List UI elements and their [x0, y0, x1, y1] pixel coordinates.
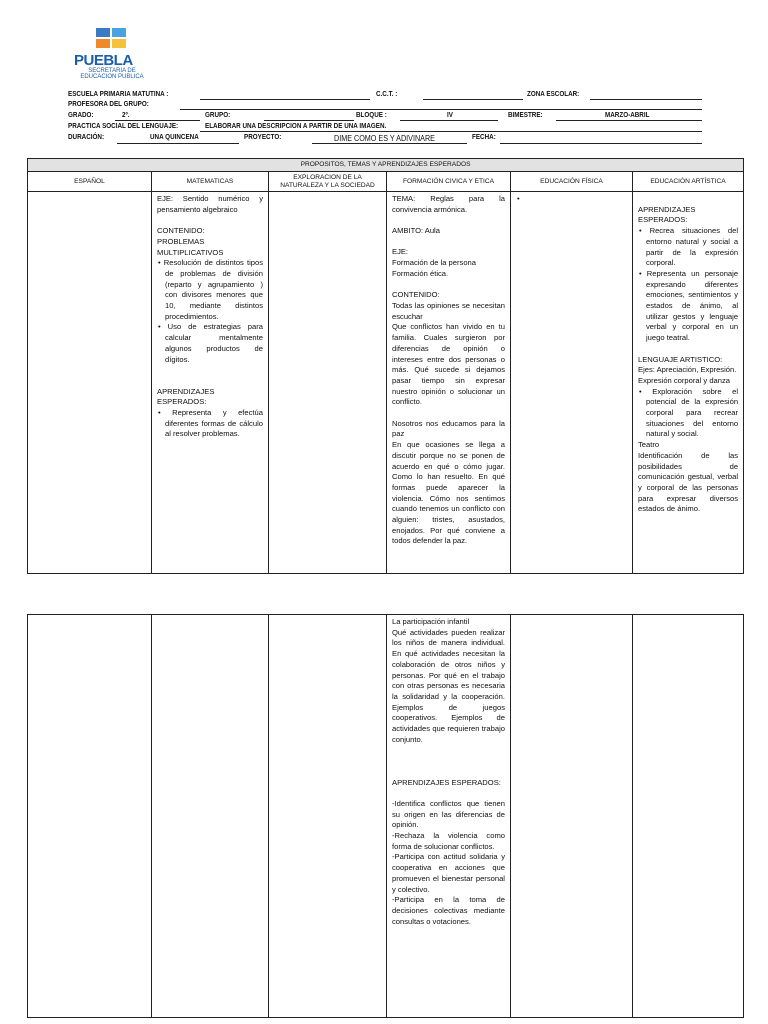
cell-text: -Participa en la toma de decisiones colectivas mediante consultas o votaciones. — [392, 895, 505, 926]
bimestre-value: MARZO-ABRIL — [605, 112, 650, 119]
bloque-label: BLOQUE : — [356, 112, 387, 119]
spacer — [392, 756, 505, 767]
cell-text: -Participa con actitud solidaria y cooperativa en acciones que promueven el bienestar personal y colectivo. — [392, 852, 505, 894]
cell-text: PROBLEMAS MULTIPLICATIVOS — [157, 236, 224, 257]
cell-text: Formación ética. — [392, 268, 449, 278]
practica-value: ELABORAR UNA DESCRIPCION A PARTIR DE UNA IMAGEN. — [205, 123, 387, 130]
practica-label: PRACTICA SOCIAL DEL LENGUAJE: — [68, 123, 179, 130]
cell-text: En que ocasiones se llega a discutir porque no se ponen de acuerdo en qué o cómo jugar. Como lo han resuelto. En qué formas puede aparecer la violencia. Cómo nos sentimos cuando tenemos un conflicto con alguien: tristes, asustados, enojados. Por qué conviene a todos defender la paz. — [392, 440, 505, 546]
proyecto-label: PROYECTO: — [244, 134, 282, 141]
cell-text: EJE: — [392, 247, 409, 257]
proyecto-field[interactable] — [312, 143, 467, 144]
cell-text: APRENDIZAJES ESPERADOS: — [157, 386, 215, 407]
column-header-formacion-civica: FORMACIÓN CIVICA Y ETICA — [387, 172, 511, 192]
bloque-value: IV — [447, 112, 453, 119]
grado-label: GRADO: — [68, 112, 94, 119]
spacer — [392, 408, 505, 419]
cell-text: Todas las opiniones se necesitan escuchar — [392, 300, 505, 321]
logo-sub1: SECRETARIA DE — [88, 68, 136, 74]
bimestre-field[interactable] — [556, 120, 702, 121]
column-header-educacion-fisica: EDUCACIÓN FÍSICA — [511, 172, 633, 192]
cell-text: • — [517, 194, 520, 203]
cell-text: Identificación de las posibilidades de comunicación gestual, verbal y corporal de las personas para expresar diversos estados de ánimo. — [638, 450, 739, 514]
cell-text: Que conflictos han vivido en tu familia. Cuales surgieron por diferencias de opinión o intereses entre dos personas o más. Qué sucede si dejamos pasar tiempo sin expresar nuestro opinión o solucionar un conflicto. — [392, 322, 505, 407]
grado-field[interactable] — [115, 120, 200, 121]
column-header-educacion-artistica: EDUCACIÓN ARTÍSTICA — [633, 172, 744, 192]
cell-text: -Identifica conflictos que tienen su origen en las diferencias de opinión. — [392, 798, 505, 830]
fecha-field[interactable] — [500, 143, 702, 144]
spacer — [392, 280, 505, 291]
spacer — [392, 745, 505, 756]
spacer — [157, 365, 263, 376]
duracion-value: UNA QUINCENA — [150, 134, 199, 141]
cell-text: Ejes: Apreciación, Expresión. — [638, 365, 737, 375]
cell-text: • Resolución de distintos tipos de problemas de división (reparto y agrupamiento ) con divisores menores que 10, mediante distintos procedimientos. — [158, 258, 263, 321]
proyecto-value: DIME COMO ES Y ADIVINARE — [334, 134, 435, 143]
spacer — [392, 237, 505, 248]
grupo-field[interactable] — [264, 120, 354, 121]
cell-matematicas — [152, 615, 269, 1018]
zona-field[interactable] — [590, 99, 702, 100]
profesora-field[interactable] — [180, 109, 702, 110]
cell-educacion-fisica — [511, 615, 633, 1018]
escuela-label: ESCUELA PRIMARIA MATUTINA : — [68, 91, 169, 98]
fecha-label: FECHA: — [472, 134, 496, 141]
column-header-espanol: ESPAÑOL — [28, 172, 152, 192]
cell-text: Qué actividades pueden realizar los niños de manera individual. En qué actividades necesitan la colaboración de otros niños y personas. Por qué en el trabajo con otras personas es necesaria la solidaridad y la cooperación. Ejemplos de juegos cooperativos. Ejemplos de actividades que requieren trabajo conjunto. — [392, 627, 505, 744]
cell-text: -Rechaza la violencia como forma de solucionar conflictos. — [392, 831, 505, 851]
cell-text: Expresión corporal y danza — [638, 375, 731, 385]
cell-text: • Representa y efectúa diferentes formas de cálculo al resolver problemas. — [158, 408, 263, 439]
profesora-label: PROFESORA DEL GRUPO: — [68, 101, 149, 108]
cell-text: APRENDIZAJES ESPERADOS: — [392, 777, 501, 787]
puebla-sep-logo — [72, 26, 162, 80]
cell-matematicas — [152, 192, 269, 574]
logo-sub2: EDUCACION PUBLICA — [80, 74, 144, 80]
cct-label: C.C.T. : — [376, 91, 398, 98]
practica-field[interactable] — [200, 131, 702, 132]
cell-text: La participación infantil — [392, 617, 470, 626]
cell-educacion-artistica — [633, 615, 744, 1018]
cell-text: AMBITO: Aula — [392, 226, 440, 236]
bloque-field[interactable] — [400, 120, 498, 121]
planning-table-page-2 — [27, 614, 744, 1018]
cell-text: TEMA: Reglas para la convivencia armónica. — [392, 194, 505, 214]
spacer — [392, 788, 505, 799]
cell-educacion-fisica — [511, 192, 633, 574]
spacer — [157, 215, 263, 226]
spacer — [638, 194, 738, 205]
cell-exploracion — [269, 615, 387, 1018]
cell-espanol — [28, 192, 152, 574]
cell-text: CONTENIDO: — [392, 290, 440, 300]
cell-text: Teatro — [638, 440, 660, 450]
cell-text: Nosotros nos educamos para la paz — [392, 418, 505, 439]
cell-text: • Representa un personaje expresando diferentes emociones, sentimientos y estados de ánimo, al utilizar gestos y lenguaje verbal y corporal en un juego teatral. — [639, 268, 739, 343]
cell-text: CONTENIDO: — [157, 226, 205, 236]
spacer — [392, 767, 505, 778]
spacer — [157, 376, 263, 387]
logo-brand: PUEBLA — [74, 52, 133, 69]
duracion-field[interactable] — [117, 143, 239, 144]
cell-educacion-artistica — [633, 192, 744, 574]
bimestre-label: BIMESTRE: — [508, 112, 543, 119]
grado-value: 2º. — [122, 112, 130, 119]
cct-field[interactable] — [423, 99, 523, 100]
cell-text: LENGUAJE ARTISTICO: — [638, 354, 723, 364]
cell-formacion-civica — [387, 615, 511, 1018]
cell-text: • Uso de estrategias para calcular mentalmente algunos productos de dígitos. — [158, 322, 263, 364]
cell-formacion-civica — [387, 192, 511, 574]
grupo-label: GRUPO: — [205, 112, 231, 119]
cell-text: APRENDIZAJES ESPERADOS: — [638, 204, 696, 225]
cell-espanol — [28, 615, 152, 1018]
escuela-field[interactable] — [200, 99, 370, 100]
cell-text: Formación de la persona — [392, 258, 476, 268]
duracion-label: DURACIÓN: — [68, 134, 105, 141]
cell-text: • Recrea situaciones del entorno natural y social a partir de la expresión corporal. — [639, 226, 739, 268]
spacer — [638, 344, 738, 355]
column-header-exploracion: EXPLORACION DE LA NATURALEZA Y LA SOCIEDAD — [269, 172, 387, 192]
cell-exploracion — [269, 192, 387, 574]
cell-text: EJE: Sentido numérico y pensamiento algebraico — [157, 194, 263, 214]
planning-table-page-1 — [27, 158, 744, 574]
cell-text: • Exploración sobre el potencial de la expresión corporal para recrear situaciones del entorno natural y social. — [639, 386, 739, 439]
spacer — [392, 215, 505, 226]
table-title: PROPOSITOS, TEMAS Y APRENDIZAJES ESPERADOS — [28, 159, 744, 172]
column-header-matematicas: MATEMATICAS — [152, 172, 269, 192]
zona-label: ZONA ESCOLAR: — [527, 91, 580, 98]
